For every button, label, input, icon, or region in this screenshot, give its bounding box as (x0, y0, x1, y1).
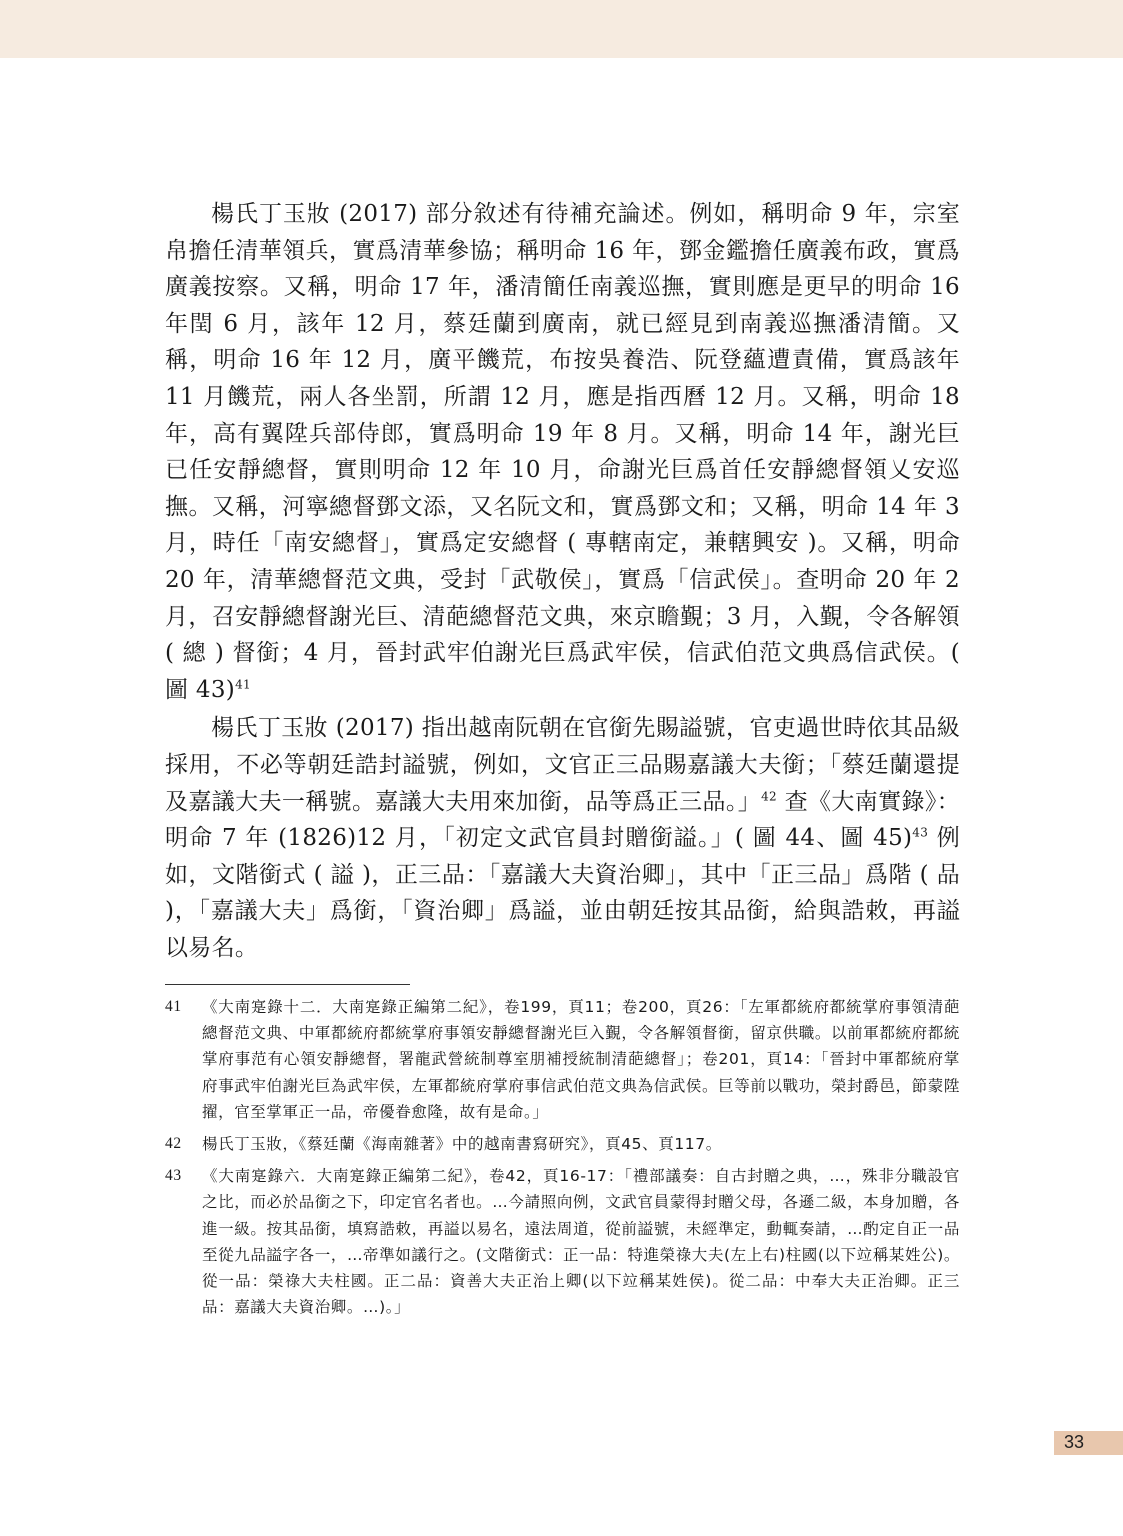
footnote-41 (165, 994, 960, 1125)
footnote-number: 43 (165, 1167, 182, 1185)
footnote-number: 41 (165, 998, 182, 1015)
paragraph-2 (165, 710, 960, 966)
paragraph-1 (165, 196, 960, 708)
footnotes (165, 994, 960, 1326)
paragraph-2-part-2: 查《大南實錄》：明命 7 年 (1826)12 月，「初定文武官員封贈銜謚。」( 圖 44、圖 45) (165, 788, 960, 852)
paragraph-1-text: 楊氏丁玉妝 (2017) 部分敘述有待補充論述。例如，稱明命 9 年，宗室帛擔任清華領兵，實爲清華參協；稱明命 16 年，鄧金鑑擔任廣義布政，實爲廣義按察。又稱，明命 17 年，潘清簡任南義巡撫，實則應是更早的明命 16 年閏 6 月，該年 12 月，蔡廷蘭到廣南，就已經見到南義巡撫潘清簡。又稱，明命 16 年 12 月，廣平饑荒，布按吳養浩、阮登蘊遭責備，實爲該年 11 月饑荒，兩人各坐罰，所謂 12 月，應是指西曆 12 月。又稱，明命 18 年，高有翼陞兵部侍郎，實爲明命 19 年 8 月。又稱，明命 14 年，謝光巨已任安靜總督，實則明命 12 年 10 月，命謝光巨爲首任安靜總督領乂安巡撫。又稱，河寧總督鄧文添，又名阮文和，實爲鄧文和；又稱，明命 14 年 3 月，時任「南安總督」，實爲定安總督 ( 專轄南定，兼轄興安 )。又稱，明命 20 年，清華總督范文典，受封「武敬侯」，實爲「信武侯」。查明命 20 年 2 月，召安靜總督謝光巨、清葩總督范文典，來京瞻覲；3 月，入覲，令各解領 ( 總 ) 督銜；4 月，晉封武牢伯謝光巨爲武牢侯，信武伯范文典爲信武侯。( 圖 43) (165, 201, 960, 703)
top-band (0, 0, 1123, 58)
main-body (165, 196, 960, 968)
footnote-divider (165, 984, 410, 985)
footnote-42 (165, 1131, 960, 1157)
footnote-number: 42 (165, 1135, 182, 1153)
page-number: 33 (1064, 1432, 1085, 1452)
footnote-text: 《大南寔錄十二．大南寔錄正編第二紀》，卷199，頁11；卷200，頁26：「左軍都統府都統掌府事領清葩總督范文典、中軍都統府都統掌府事領安靜總督謝光巨入覲，令各解領督銜，留京供職。以前軍都統府都統掌府事范有心領安靜總督，署龍武營統制尊室朋補授統制清葩總督」；卷201，頁14：「晉封中軍都統府掌府事武牢伯謝光巨為武牢侯，左軍都統府掌府事信武伯范文典為信武侯。巨等前以戰功，榮封爵邑，節蒙陞擢，官至掌軍正一品，帝優眷愈隆，故有是命。」 (202, 998, 960, 1121)
paragraph-2-part-3: 例如，文階銜式 ( 謚 )，正三品：「嘉議大夫資治卿」，其中「正三品」爲階 ( 品 )，「嘉議大夫」爲銜，「資治卿」爲謚，並由朝廷按其品銜，給與誥敕，再謚以易名。 (165, 825, 960, 961)
footnote-43 (165, 1163, 960, 1320)
page-number-tab (1054, 1431, 1123, 1455)
footnote-text: 楊氏丁玉妝，《蔡廷蘭《海南雜著》中的越南書寫研究》，頁45、頁117。 (202, 1135, 722, 1154)
paragraph-2-part-1: 楊氏丁玉妝 (2017) 指出越南阮朝在官銜先賜謚號，官吏過世時依其品級採用，不必等朝廷誥封謚號，例如，文官正三品賜嘉議大夫銜；「蔡廷蘭還提及嘉議大夫一稱號。嘉議大夫用來加銜，品等爲正三品。」 (165, 715, 960, 815)
footnote-ref-41[interactable]: 41 (235, 677, 251, 692)
footnote-ref-43[interactable]: 43 (912, 825, 929, 840)
footnote-ref-42[interactable]: 42 (761, 788, 777, 803)
footnote-text: 《大南寔錄六．大南寔錄正編第二紀》，卷42，頁16-17：「禮部議奏：自古封贈之典，…，殊非分職設官之比，而必於品銜之下，印定官名者也。…今請照向例，文武官員蒙得封贈父母，各遜二級，本身加贈，各進一級。按其品銜，填寫誥敕，再謚以易名，遠法周道，從前謚號，未經準定，動輒奏請，…酌定自正一品至從九品謚字各一，…帝準如議行之。(文階銜式：正一品：特進榮祿大夫(左上右)柱國(以下竝稱某姓公)。從一品：榮祿大夫柱國。正二品：資善大夫正治上卿(以下竝稱某姓侯)。從二品：中奉大夫正治卿。正三品：嘉議大夫資治卿。…)。」 (202, 1167, 960, 1317)
